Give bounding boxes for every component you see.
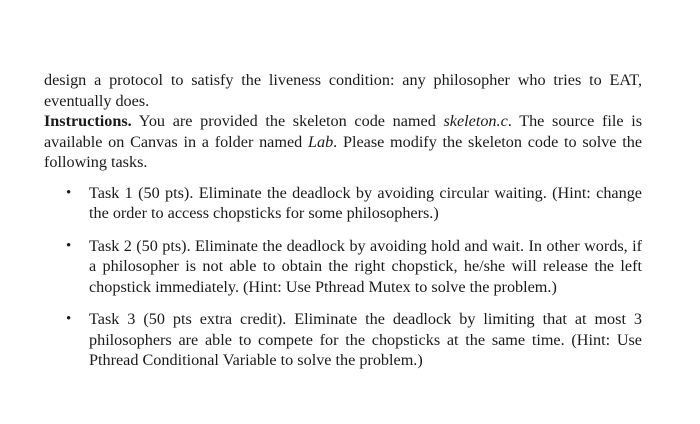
task-3-text: Task 3 (50 pts extra credit). Eliminate the deadlock by limiting that at most 3 philosophers are able to compete for the chopsticks at the same time. (Hint: Use Pthread Conditional Variable to solve the problem.) bbox=[89, 310, 642, 369]
instructions-text-1: You are provided the skeleton code named bbox=[131, 112, 444, 130]
lab-folder-name: Lab bbox=[307, 132, 334, 151]
list-item bbox=[44, 183, 642, 224]
document-page bbox=[44, 70, 642, 383]
bullet-icon: • bbox=[66, 184, 72, 201]
intro-text: design a protocol to satisfy the liveness condition: any philosopher who tries to EAT, eventually does. bbox=[44, 71, 642, 110]
bullet-icon: • bbox=[66, 237, 72, 254]
instructions-text-2: . The source file is available on Canvas in a folder named bbox=[44, 112, 642, 151]
instructions-paragraph bbox=[44, 111, 642, 173]
bullet-icon: • bbox=[66, 311, 72, 327]
instructions-label: Instructions. bbox=[44, 112, 132, 130]
instructions-text-3: . Please modify the skeleton code to solve the following tasks. bbox=[44, 132, 642, 171]
task-2-text: Task 2 (50 pts). Eliminate the deadlock by avoiding hold and wait. In other words, if a philosopher is not able to obtain the right chopstick, he/she will release the left chopstick immediately. (Hint: Use Pthread Mutex to solve the problem.) bbox=[89, 236, 642, 296]
skeleton-file-name: skeleton.c bbox=[443, 112, 508, 130]
list-item bbox=[44, 309, 642, 371]
task-list bbox=[44, 183, 642, 371]
intro-paragraph bbox=[44, 70, 642, 111]
task-1-text: Task 1 (50 pts). Eliminate the deadlock by avoiding circular waiting. (Hint: change the order to access chopsticks for some philosophers.) bbox=[89, 183, 642, 222]
list-item bbox=[44, 236, 642, 298]
